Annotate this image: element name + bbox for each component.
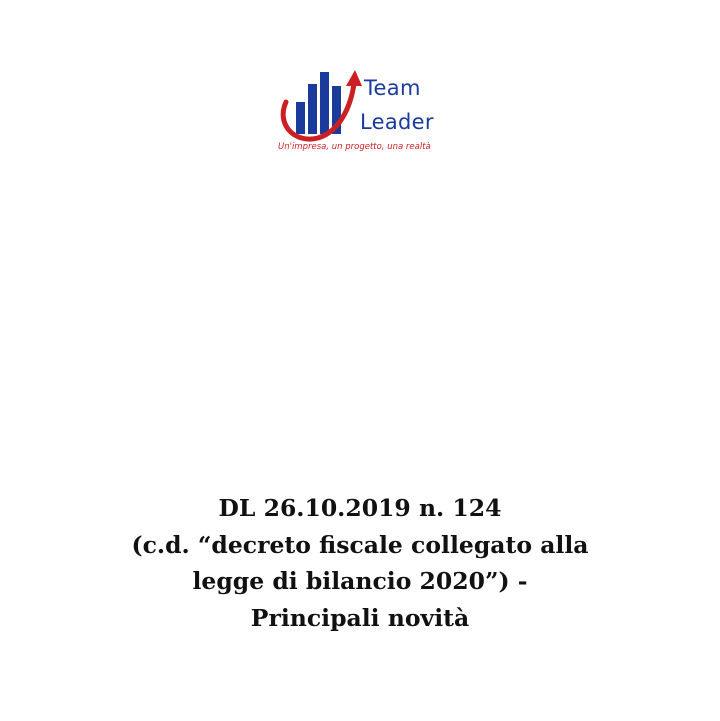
logo-word-leader: Leader [360,110,434,134]
team-leader-logo [272,62,452,158]
logo-bar-2 [308,84,317,134]
logo-bar-3 [320,72,329,134]
bar-chart-growth-arrow-icon [272,62,362,144]
logo-tagline: Un'impresa, un progetto, una realtà [278,142,431,152]
title-line-3: legge di bilancio 2020”) - [192,567,528,595]
logo-bar-1 [296,102,305,134]
title-line-4: Principali novità [250,603,470,632]
title-line-1: DL 26.10.2019 n. 124 [218,494,502,522]
logo-swoosh [283,84,354,139]
logo-word-team: Team [364,76,421,100]
document-title [60,490,660,636]
title-line-2: (c.d. “decreto fiscale collegato alla [131,530,589,559]
